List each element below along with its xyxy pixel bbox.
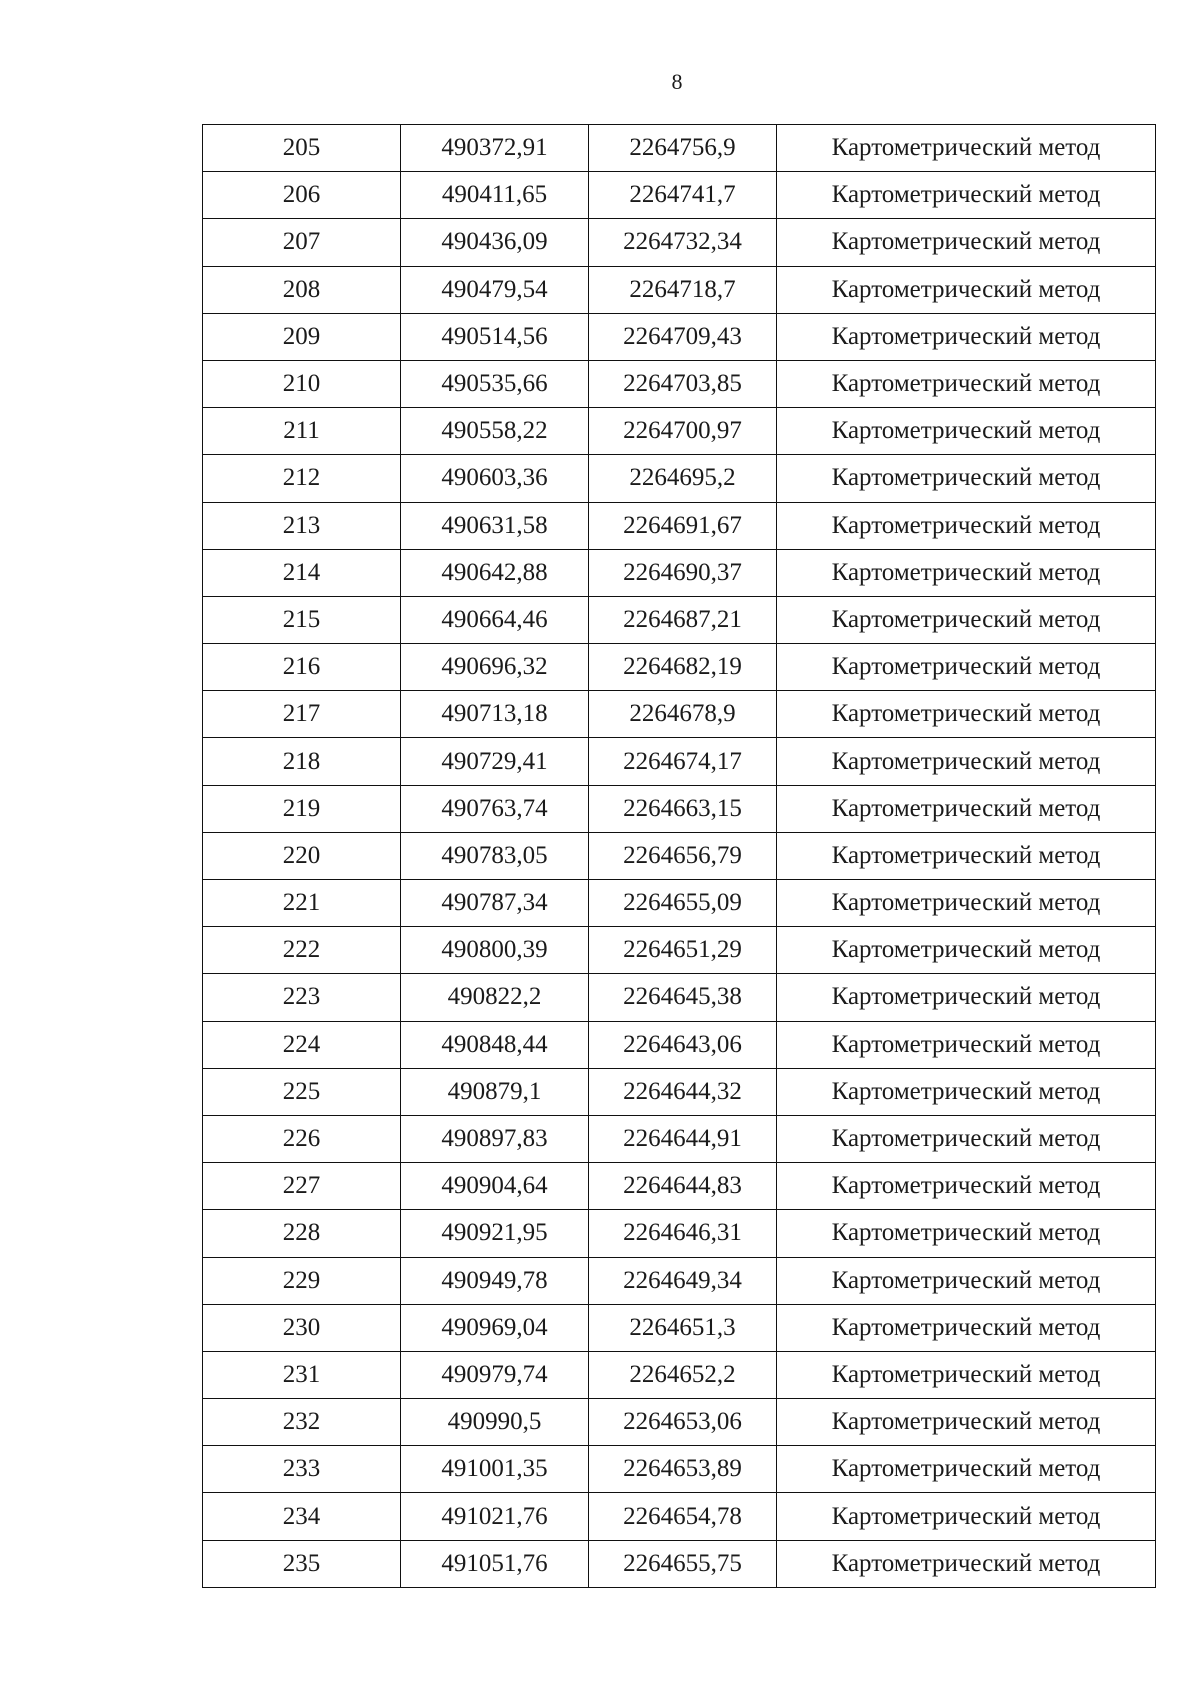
y-coordinate-cell: 2264695,2 xyxy=(589,455,777,502)
method-cell: Картометрический метод xyxy=(777,360,1156,407)
x-coordinate-cell: 490979,74 xyxy=(401,1351,589,1398)
table-row xyxy=(203,880,1156,927)
table-row xyxy=(203,1021,1156,1068)
table-row xyxy=(203,785,1156,832)
y-coordinate-cell: 2264645,38 xyxy=(589,974,777,1021)
method-cell: Картометрический метод xyxy=(777,1257,1156,1304)
method-cell: Картометрический метод xyxy=(777,549,1156,596)
x-coordinate-cell: 490787,34 xyxy=(401,880,589,927)
method-cell: Картометрический метод xyxy=(777,1304,1156,1351)
method-cell: Картометрический метод xyxy=(777,1210,1156,1257)
table-row xyxy=(203,172,1156,219)
x-coordinate-cell: 490664,46 xyxy=(401,596,589,643)
x-coordinate-cell: 490848,44 xyxy=(401,1021,589,1068)
x-coordinate-cell: 490631,58 xyxy=(401,502,589,549)
x-coordinate-cell: 490729,41 xyxy=(401,738,589,785)
point-number-cell: 230 xyxy=(203,1304,401,1351)
x-coordinate-cell: 491021,76 xyxy=(401,1493,589,1540)
method-cell: Картометрический метод xyxy=(777,1351,1156,1398)
method-cell: Картометрический метод xyxy=(777,691,1156,738)
method-cell: Картометрический метод xyxy=(777,455,1156,502)
method-cell: Картометрический метод xyxy=(777,596,1156,643)
table-row xyxy=(203,1540,1156,1587)
x-coordinate-cell: 490436,09 xyxy=(401,219,589,266)
x-coordinate-cell: 490535,66 xyxy=(401,360,589,407)
y-coordinate-cell: 2264646,31 xyxy=(589,1210,777,1257)
table-row xyxy=(203,1493,1156,1540)
point-number-cell: 222 xyxy=(203,927,401,974)
table-row xyxy=(203,1210,1156,1257)
point-number-cell: 235 xyxy=(203,1540,401,1587)
x-coordinate-cell: 490603,36 xyxy=(401,455,589,502)
method-cell: Картометрический метод xyxy=(777,1493,1156,1540)
x-coordinate-cell: 490411,65 xyxy=(401,172,589,219)
method-cell: Картометрический метод xyxy=(777,1540,1156,1587)
point-number-cell: 224 xyxy=(203,1021,401,1068)
point-number-cell: 223 xyxy=(203,974,401,1021)
point-number-cell: 208 xyxy=(203,266,401,313)
method-cell: Картометрический метод xyxy=(777,880,1156,927)
method-cell: Картометрический метод xyxy=(777,1163,1156,1210)
x-coordinate-cell: 491001,35 xyxy=(401,1446,589,1493)
method-cell: Картометрический метод xyxy=(777,219,1156,266)
x-coordinate-cell: 490372,91 xyxy=(401,125,589,172)
y-coordinate-cell: 2264653,06 xyxy=(589,1399,777,1446)
method-cell: Картометрический метод xyxy=(777,974,1156,1021)
method-cell: Картометрический метод xyxy=(777,1446,1156,1493)
y-coordinate-cell: 2264653,89 xyxy=(589,1446,777,1493)
x-coordinate-cell: 490642,88 xyxy=(401,549,589,596)
x-coordinate-cell: 490713,18 xyxy=(401,691,589,738)
y-coordinate-cell: 2264654,78 xyxy=(589,1493,777,1540)
x-coordinate-cell: 490969,04 xyxy=(401,1304,589,1351)
method-cell: Картометрический метод xyxy=(777,644,1156,691)
table-row xyxy=(203,974,1156,1021)
y-coordinate-cell: 2264674,17 xyxy=(589,738,777,785)
y-coordinate-cell: 2264691,67 xyxy=(589,502,777,549)
page-number: 8 xyxy=(671,69,683,94)
table-row xyxy=(203,644,1156,691)
table-row xyxy=(203,125,1156,172)
x-coordinate-cell: 490479,54 xyxy=(401,266,589,313)
y-coordinate-cell: 2264700,97 xyxy=(589,408,777,455)
y-coordinate-cell: 2264644,91 xyxy=(589,1115,777,1162)
x-coordinate-cell: 490558,22 xyxy=(401,408,589,455)
point-number-cell: 225 xyxy=(203,1068,401,1115)
point-number-cell: 229 xyxy=(203,1257,401,1304)
y-coordinate-cell: 2264718,7 xyxy=(589,266,777,313)
table-row xyxy=(203,596,1156,643)
x-coordinate-cell: 490897,83 xyxy=(401,1115,589,1162)
y-coordinate-cell: 2264732,34 xyxy=(589,219,777,266)
y-coordinate-cell: 2264690,37 xyxy=(589,549,777,596)
x-coordinate-cell: 491051,76 xyxy=(401,1540,589,1587)
point-number-cell: 209 xyxy=(203,313,401,360)
point-number-cell: 210 xyxy=(203,360,401,407)
point-number-cell: 227 xyxy=(203,1163,401,1210)
table-body xyxy=(203,125,1156,1588)
y-coordinate-cell: 2264756,9 xyxy=(589,125,777,172)
point-number-cell: 219 xyxy=(203,785,401,832)
table-row xyxy=(203,502,1156,549)
method-cell: Картометрический метод xyxy=(777,266,1156,313)
point-number-cell: 211 xyxy=(203,408,401,455)
x-coordinate-cell: 490879,1 xyxy=(401,1068,589,1115)
table-row xyxy=(203,1446,1156,1493)
table-row xyxy=(203,927,1156,974)
table-row xyxy=(203,549,1156,596)
method-cell: Картометрический метод xyxy=(777,1068,1156,1115)
method-cell: Картометрический метод xyxy=(777,832,1156,879)
table-row xyxy=(203,832,1156,879)
y-coordinate-cell: 2264651,3 xyxy=(589,1304,777,1351)
y-coordinate-cell: 2264709,43 xyxy=(589,313,777,360)
point-number-cell: 234 xyxy=(203,1493,401,1540)
table-row xyxy=(203,738,1156,785)
point-number-cell: 231 xyxy=(203,1351,401,1398)
x-coordinate-cell: 490763,74 xyxy=(401,785,589,832)
y-coordinate-cell: 2264655,75 xyxy=(589,1540,777,1587)
x-coordinate-cell: 490514,56 xyxy=(401,313,589,360)
table-row xyxy=(203,691,1156,738)
table-row xyxy=(203,266,1156,313)
table-row xyxy=(203,313,1156,360)
y-coordinate-cell: 2264687,21 xyxy=(589,596,777,643)
y-coordinate-cell: 2264643,06 xyxy=(589,1021,777,1068)
y-coordinate-cell: 2264678,9 xyxy=(589,691,777,738)
x-coordinate-cell: 490921,95 xyxy=(401,1210,589,1257)
method-cell: Картометрический метод xyxy=(777,1399,1156,1446)
point-number-cell: 214 xyxy=(203,549,401,596)
method-cell: Картометрический метод xyxy=(777,1115,1156,1162)
y-coordinate-cell: 2264652,2 xyxy=(589,1351,777,1398)
method-cell: Картометрический метод xyxy=(777,738,1156,785)
x-coordinate-cell: 490696,32 xyxy=(401,644,589,691)
point-number-cell: 206 xyxy=(203,172,401,219)
point-number-cell: 207 xyxy=(203,219,401,266)
point-number-cell: 212 xyxy=(203,455,401,502)
table-row xyxy=(203,1399,1156,1446)
point-number-cell: 217 xyxy=(203,691,401,738)
method-cell: Картометрический метод xyxy=(777,172,1156,219)
point-number-cell: 226 xyxy=(203,1115,401,1162)
x-coordinate-cell: 490822,2 xyxy=(401,974,589,1021)
x-coordinate-cell: 490990,5 xyxy=(401,1399,589,1446)
table-row xyxy=(203,1304,1156,1351)
method-cell: Картометрический метод xyxy=(777,502,1156,549)
table-row xyxy=(203,1068,1156,1115)
point-number-cell: 213 xyxy=(203,502,401,549)
method-cell: Картометрический метод xyxy=(777,125,1156,172)
point-number-cell: 216 xyxy=(203,644,401,691)
table-row xyxy=(203,1115,1156,1162)
y-coordinate-cell: 2264663,15 xyxy=(589,785,777,832)
x-coordinate-cell: 490904,64 xyxy=(401,1163,589,1210)
coordinates-table-container xyxy=(202,124,1156,1588)
point-number-cell: 205 xyxy=(203,125,401,172)
method-cell: Картометрический метод xyxy=(777,785,1156,832)
x-coordinate-cell: 490800,39 xyxy=(401,927,589,974)
method-cell: Картометрический метод xyxy=(777,313,1156,360)
point-number-cell: 218 xyxy=(203,738,401,785)
coordinates-table xyxy=(202,124,1156,1588)
table-row xyxy=(203,1351,1156,1398)
x-coordinate-cell: 490783,05 xyxy=(401,832,589,879)
point-number-cell: 221 xyxy=(203,880,401,927)
table-row xyxy=(203,360,1156,407)
y-coordinate-cell: 2264656,79 xyxy=(589,832,777,879)
method-cell: Картометрический метод xyxy=(777,927,1156,974)
point-number-cell: 233 xyxy=(203,1446,401,1493)
table-row xyxy=(203,1257,1156,1304)
y-coordinate-cell: 2264741,7 xyxy=(589,172,777,219)
method-cell: Картометрический метод xyxy=(777,1021,1156,1068)
point-number-cell: 215 xyxy=(203,596,401,643)
y-coordinate-cell: 2264703,85 xyxy=(589,360,777,407)
table-row xyxy=(203,1163,1156,1210)
x-coordinate-cell: 490949,78 xyxy=(401,1257,589,1304)
point-number-cell: 232 xyxy=(203,1399,401,1446)
method-cell: Картометрический метод xyxy=(777,408,1156,455)
table-row xyxy=(203,408,1156,455)
y-coordinate-cell: 2264682,19 xyxy=(589,644,777,691)
table-row xyxy=(203,219,1156,266)
point-number-cell: 220 xyxy=(203,832,401,879)
y-coordinate-cell: 2264655,09 xyxy=(589,880,777,927)
table-row xyxy=(203,455,1156,502)
y-coordinate-cell: 2264651,29 xyxy=(589,927,777,974)
y-coordinate-cell: 2264644,32 xyxy=(589,1068,777,1115)
y-coordinate-cell: 2264649,34 xyxy=(589,1257,777,1304)
point-number-cell: 228 xyxy=(203,1210,401,1257)
y-coordinate-cell: 2264644,83 xyxy=(589,1163,777,1210)
